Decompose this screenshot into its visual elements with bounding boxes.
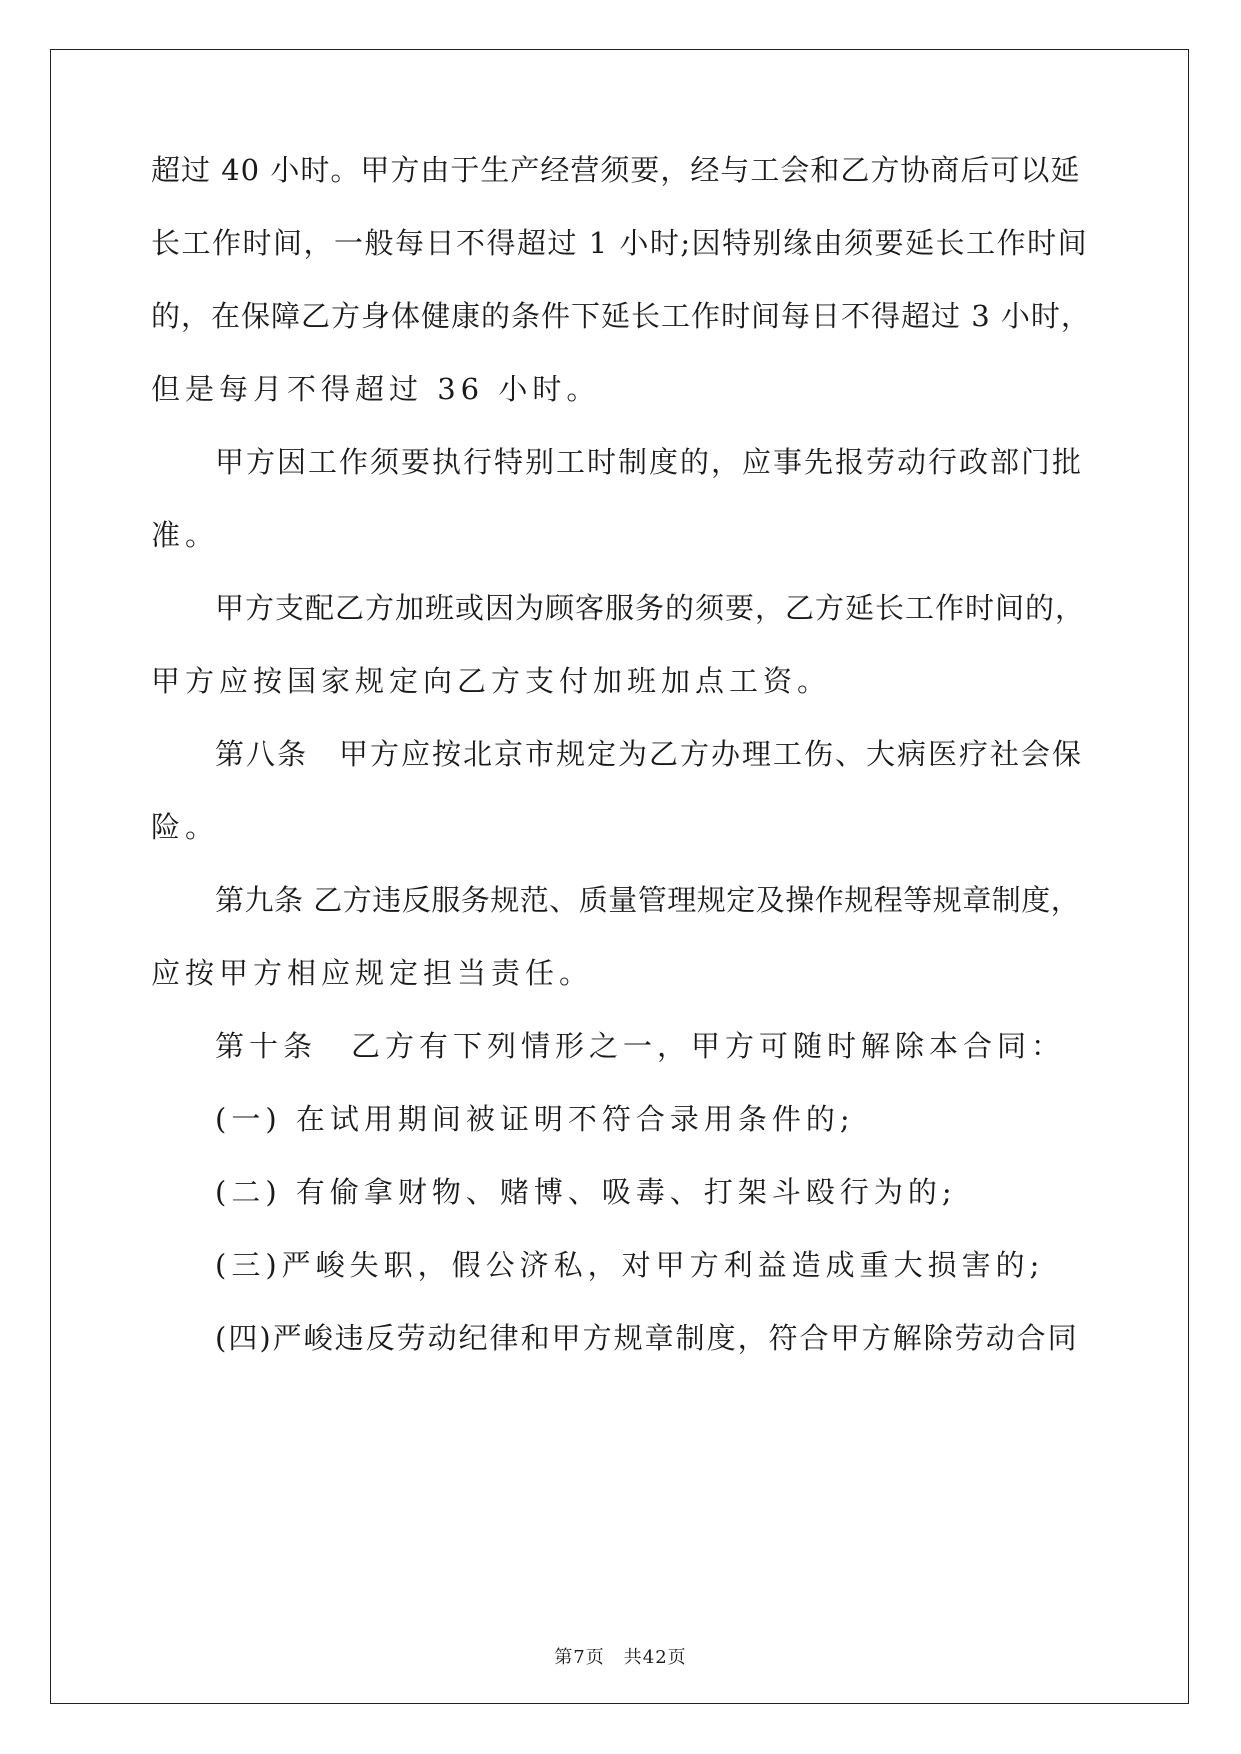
text-line: 长工作时间，一般每日不得超过 1 小时;因特别缘由须要延长工作时间 bbox=[151, 226, 1089, 260]
text-line: 甲方应按国家规定向乙方支付加班加点工资。 bbox=[151, 664, 832, 698]
text-line: (二) 有偷拿财物、赌博、吸毒、打架斗殴行为的; bbox=[215, 1175, 957, 1209]
text-line: 甲方支配乙方加班或因为顾客服务的须要，乙方延长工作时间的， bbox=[215, 591, 1086, 625]
page-number: 第7页 共42页 bbox=[554, 1647, 687, 1668]
text-line: (三)严峻失职，假公济私，对甲方利益造成重大损害的; bbox=[215, 1248, 1045, 1282]
text-line: (四)严峻违反劳动纪律和甲方规章制度，符合甲方解除劳动合同 bbox=[215, 1321, 1079, 1355]
text-line: 但是每月不得超过 36 小时。 bbox=[151, 372, 601, 406]
text-line: 第十条 乙方有下列情形之一，甲方可随时解除本合同： bbox=[215, 1029, 1066, 1063]
text-line: 应按甲方相应规定担当责任。 bbox=[151, 956, 594, 990]
text-line: 第九条 乙方违反服务规范、质量管理规定及操作规程等规章制度， bbox=[215, 883, 1081, 917]
text-line: 超过 40 小时。甲方由于生产经营须要，经与工会和乙方协商后可以延 bbox=[151, 153, 1081, 187]
text-line: 准。 bbox=[151, 518, 220, 552]
text-line: 甲方因工作须要执行特别工时制度的，应事先报劳动行政部门批 bbox=[215, 445, 1084, 479]
text-line: 第八条 甲方应按北京市规定为乙方办理工伤、大病医疗社会保 bbox=[215, 737, 1084, 771]
text-line: 险。 bbox=[151, 810, 220, 844]
text-line: (一) 在试用期间被证明不符合录用条件的; bbox=[215, 1102, 855, 1136]
text-line: 的，在保障乙方身体健康的条件下延长工作时间每日不得超过 3 小时， bbox=[151, 299, 1091, 333]
